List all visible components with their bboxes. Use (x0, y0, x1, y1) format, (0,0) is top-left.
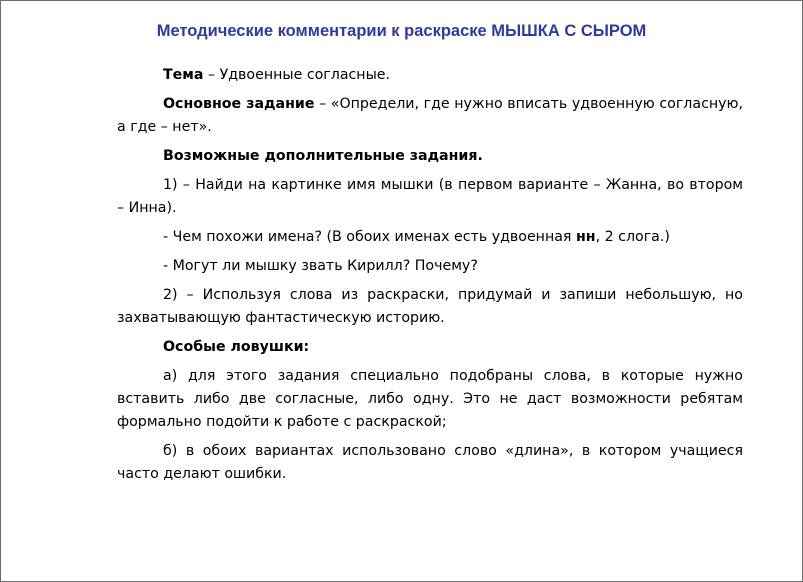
extra-task-1a-after: , 2 слога.) (595, 229, 670, 245)
traps-heading (117, 336, 743, 359)
main-task-text: – «Определи, где нужно вписать удвоенную согласную, а где – нет». (117, 96, 743, 135)
main-task-paragraph (117, 93, 743, 139)
document-title: Методические комментарии к раскраске МЫШКА С СЫРОМ (156, 22, 647, 40)
traps-heading-text: Особые ловушки: (163, 339, 310, 355)
main-task-label: Основное задание (163, 96, 315, 112)
topic-text: – Удвоенные согласные. (203, 67, 391, 83)
topic-paragraph (117, 64, 743, 87)
extra-task-1a-bold: нн (575, 229, 596, 245)
extra-task-1: 1) – Найди на картинке имя мышки (в первом варианте – Жанна, во втором – Инна). (117, 177, 743, 216)
document-body (117, 64, 743, 492)
extra-tasks-heading-text: Возможные дополнительные задания. (163, 148, 483, 164)
trap-a: а) для этого задания специально подобраны слова, в которые нужно вставить либо две согласные, либо одну. Это не даст возможности ребятам формально подойти к работе с раскраской; (117, 368, 743, 430)
trap-b: б) в обоих вариантах использовано слово «длина», в котором учащиеся часто делают ошибки. (117, 443, 743, 482)
extra-tasks-heading (117, 145, 743, 168)
topic-label: Тема (163, 67, 204, 83)
extra-task-1a-before: - Чем похожи имена? (В обоих именах есть удвоенная (163, 229, 576, 245)
extra-task-1b: - Могут ли мышку звать Кирилл? Почему? (163, 258, 478, 274)
extra-task-2: 2) – Используя слова из раскраски, придумай и запиши небольшую, но захватывающую фантастическую историю. (117, 287, 743, 326)
extra-task-1a (117, 226, 743, 249)
